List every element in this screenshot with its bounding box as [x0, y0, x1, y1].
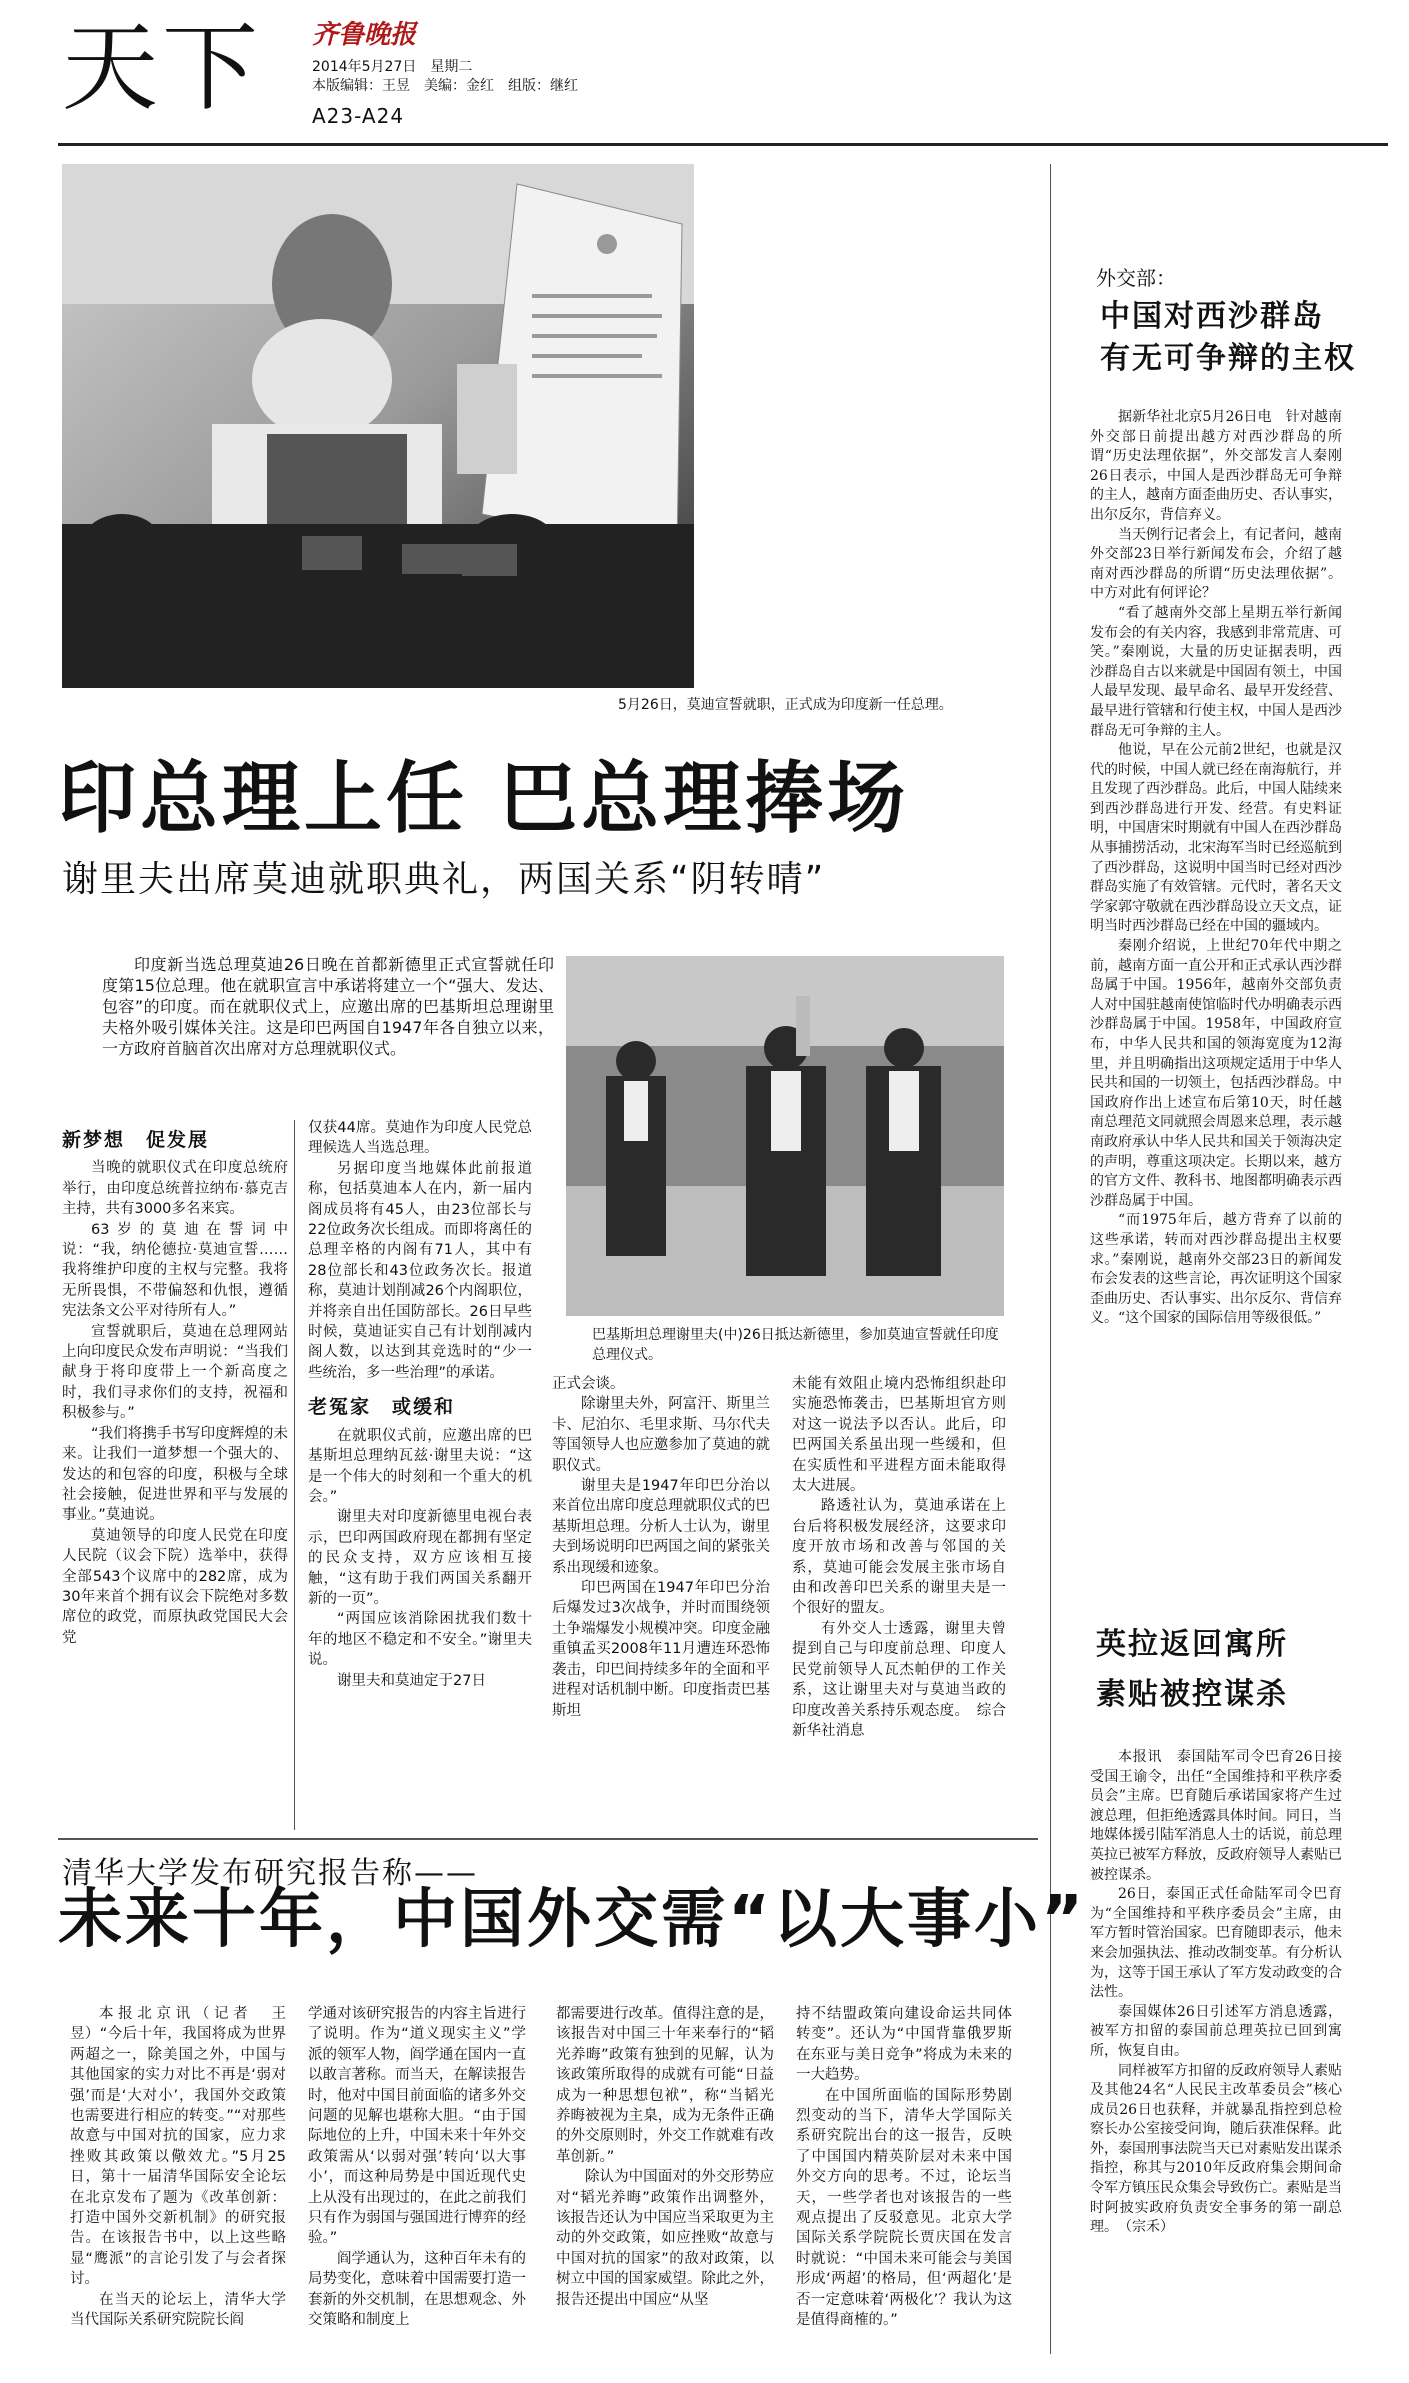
paragraph: 63岁的莫迪在誓词中说：“我，纳伦德拉·莫迪宣誓……我将维护印度的主权与完整。我将无所畏惧，不带偏怒和仇恨，遵循宪法条文公平对待所有人。”	[62, 1221, 288, 1320]
headline-line: 素贴被控谋杀	[1096, 1677, 1288, 1712]
paragraph: 印巴两国在1947年印巴分治后爆发过3次战争，并时而围绕领土争端爆发小规模冲突。印度金融重镇孟买2008年11月遭连环恐怖袭击，印巴间持续多年的全面和平进程对话机制中断。印度指责巴基斯坦	[552, 1580, 770, 1719]
paragraph: 谢里夫是1947年印巴分治以来首位出席印度总理就职仪式的巴基斯坦总理。分析人士认为，谢里夫到场说明印巴两国之间的紧张关系出现缓和迹象。	[552, 1478, 770, 1576]
bottom-story-rule	[58, 1838, 1038, 1840]
paragraph: 当天例行记者会上，有记者问，越南外交部23日举行新闻发布会，介绍了越南对西沙群岛的所谓“历史法理依据”。中方对此有何评论？	[1090, 526, 1342, 602]
subheading-new-dream: 新梦想 促发展	[62, 1129, 210, 1151]
paragraph: 同样被军方扣留的反政府领导人素贴及其他24名“人民民主改革委员会”核心成员26日也获释，并就暴乱指控到总检察长办公室接受问询，随后获准保释。此外，泰国刑事法院当天已对素贴发出谋杀指控，称其与2010年反政府集会期间命令军方镇压民众集会导致伤亡。素贴是当时阿披实政府负责安全事务的第一副总理。 （宗禾）	[1090, 2062, 1342, 2236]
paragraph: “而1975年后，越方背弃了以前的这些承诺，转而对西沙群岛提出主权要求。”秦刚说，越南外交部23日的新闻发布会发表的这些言论，再次证明这个国家歪曲历史、否认事实、出尔反尔、背信弃义。“这个国家的国际信用等级很低。”	[1090, 1212, 1342, 1327]
paragraph: “我们将携手书写印度辉煌的未来。让我们一道梦想一个强大的、发达的和包容的印度，积极与全球社会接触，促进世界和平与发展的事业。”莫迪说。	[62, 1425, 288, 1524]
paragraph: 学通对该研究报告的内容主旨进行了说明。作为“道义现实主义”学派的领军人物，阎学通在国内一直以敢言著称。而当天，在解读报告时，他对中国目前面临的诸多外交问题的见解也堪称大胆。“由于国际地位的上升，中国未来十年外交政策需从‘以弱对强’转向‘以大事小’，而这种局势是中国近现代史上从没有出现过的，在此之前我们只有作为弱国与强国进行博弈的经验。”	[308, 2006, 526, 2247]
paragraph: 另据印度当地媒体此前报道称，包括莫迪本人在内，新一届内阁成员将有45人，由23位部长与22位政务次长组成。而即将离任的总理辛格的内阁有71人，其中有28位部长和43位政务次长。报道称，莫迪计划削减26个内阁职位，并将亲自出任国防部长。26日早些时候，莫迪证实自己有计划削减内阁人数，以达到其竞选时的“少一些统治，多一些治理”的承诺。	[308, 1160, 532, 1381]
modi-photo-graphic	[62, 164, 694, 688]
paragraph: 宣誓就职后，莫迪在总理网站上向印度民众发布声明说：“当我们献身于将印度带上一个新高度之时，我们寻求你们的支持，祝福和积极参与。”	[62, 1323, 288, 1422]
editor-credits: 本版编辑：王昱 美编：金红 组版：继红	[312, 78, 578, 94]
photo2-caption: 巴基斯坦总理谢里夫(中)26日抵达新德里，参加莫迪宣誓就任印度总理仪式。	[592, 1327, 999, 1363]
column-divider	[294, 1120, 295, 1830]
bottom-column-4	[796, 2004, 1012, 2331]
paragraph: 路透社认为，莫迪承诺在上台后将积极发展经济，这要求印度开放市场和改善与邻国的关系，莫迪可能会发展主张市场自由和改善印巴关系的谢里夫是一个很好的盟友。	[792, 1498, 1006, 1617]
main-headline: 印总理上任 巴总理捧场	[58, 754, 910, 844]
main-column-1	[62, 1126, 288, 1648]
section-title: 天下	[62, 12, 262, 124]
paragraph: 仅获44席。莫迪作为印度人民党总理候选人当选总理。	[308, 1120, 532, 1157]
issue-date: 2014年5月27日 星期二	[312, 59, 473, 75]
bottom-kicker: 清华大学发布研究报告称——	[62, 1856, 478, 1891]
paragraph: 除谢里夫外，阿富汗、斯里兰卡、尼泊尔、毛里求斯、马尔代夫等国领导人也应邀参加了莫迪的就职仪式。	[552, 1396, 770, 1474]
modi-photo	[62, 164, 694, 688]
main-subhead: 谢里夫出席莫迪就职典礼，两国关系“阴转晴”	[62, 859, 826, 900]
paragraph: 在就职仪式前，应邀出席的巴基斯坦总理纳瓦兹·谢里夫说：“这是一个伟大的时刻和一个重大的机会。”	[308, 1427, 532, 1505]
masthead-rule	[58, 143, 1388, 146]
sidebar-divider	[1050, 164, 1051, 2354]
paragraph: 阎学通认为，这种百年未有的局势变化，意味着中国需要打造一套新的外交机制，在思想观念、外交策略和制度上	[308, 2250, 526, 2329]
headline-line: 有无可争辩的主权	[1100, 341, 1356, 376]
sidebar2-headline	[1096, 1620, 1288, 1720]
subheading-old-rivals: 老冤家 或缓和	[308, 1396, 456, 1419]
paragraph: 谢里夫对印度新德里电视台表示，巴印两国政府现在都拥有坚定的民众支持，双方应该相互接触，“这有助于我们两国关系翻开新的一页”。	[308, 1509, 532, 1607]
sharif-photo-graphic	[566, 956, 1004, 1316]
sidebar1-headline	[1100, 296, 1356, 380]
main-column-4	[792, 1374, 1006, 1741]
bottom-headline: 未来十年，中国外交需“以大事小”	[58, 1883, 1087, 1957]
paragraph: 据新华社北京5月26日电 针对越南外交部日前提出越方对西沙群岛的所谓“历史法理依据”，外交部发言人秦刚26日表示，中国人是西沙群岛无可争辩的主人，越南方面歪曲历史、否认事实，出尔反尔，背信弃义。	[1090, 409, 1342, 523]
paragraph: 都需要进行改革。值得注意的是，该报告对中国三十年来奉行的“韬光养晦”政策有独到的见解，认为该政策所取得的成就有可能“日益成为一种思想包袱”，称“当韬光养晦被视为主臬，成为无条件正确的外交原则时，外交工作就难有改革创新。”	[556, 2006, 774, 2165]
sharif-photo	[566, 956, 1004, 1316]
main-column-2	[308, 1118, 532, 1691]
main-column-3	[552, 1374, 770, 1721]
paragraph: 谢里夫和莫迪定于27日	[337, 1672, 486, 1689]
photo1-caption: 5月26日，莫迪宣誓就职，正式成为印度新一任总理。	[618, 697, 953, 713]
paragraph: 除认为中国面对的外交形势应对“韬光养晦”政策作出调整外，该报告还认为中国应当采取更为主动的外交政策，如应挫败“故意与中国对抗的国家”的敌对政策，以树立中国的国家威望。除此之外，报告还提出中国应“从坚	[556, 2169, 774, 2308]
paragraph: 他说，早在公元前2世纪，也就是汉代的时候，中国人就已经在南海航行，并且发现了西沙群岛。此后，中国人陆续来到西沙群岛进行开发、经营。有史料证明，中国唐宋时期就有中国人在西沙群岛从事捕捞活动，北宋海军当时已经巡航到了西沙群岛，这说明中国当时已经对西沙群岛实施了有效管辖。元代时，著名天文学家郭守敬就在西沙群岛设立天文点，证明当时西沙群岛已经在中国的疆域内。	[1090, 742, 1342, 935]
bottom-column-1	[70, 2004, 286, 2331]
paragraph: 持不结盟政策向建设命运共同体转变”。还认为“中国背靠俄罗斯在东亚与美日竞争”将成为未来的一大趋势。	[796, 2006, 1012, 2084]
paragraph: 本报北京讯（记者 王昱）“今后十年，我国将成为世界两超之一，除美国之外，中国与其他国家的实力对比不再是‘弱对强’而是‘大对小’，我国外交政策也需要进行相应的转变。”“对那些故意与中国对抗的国家，应力求挫败其政策以儆效尤。”5月25日，第十一届清华国际安全论坛在北京发布了题为《改革创新：打造中国外交新机制》的研究报告。在该报告书中，以上这些略显“鹰派”的言论引发了与会者探讨。	[70, 2006, 286, 2288]
sidebar1-body	[1090, 408, 1342, 1329]
paragraph: 在当天的论坛上，清华大学当代国际关系研究院院长阎	[70, 2291, 286, 2329]
bottom-column-2	[308, 2004, 526, 2331]
paragraph: 正式会谈。	[552, 1376, 625, 1392]
headline-line: 英拉返回寓所	[1096, 1627, 1288, 1662]
sidebar1-kicker: 外交部：	[1096, 266, 1176, 290]
paragraph: 莫迪领导的印度人民党在印度人民院（议会下院）选举中，获得全部543个议席中的282席，成为30年来首个拥有议会下院绝对多数席位的政党，而原执政党国民大会党	[62, 1527, 288, 1646]
paragraph: 26日，泰国正式任命陆军司令巴育为“全国维持和平秩序委员会”主席，由军方暂时管治国家。巴育随即表示，他未来会加强执法、推动改制变革。有分析认为，这等于国王承认了军方发动政变的合法性。	[1090, 1886, 1342, 2001]
paragraph: 在中国所面临的国际形势剧烈变动的当下，清华大学国际关系研究院出台的这一报告，反映了中国国内精英阶层对未来中国外交方向的思考。不过，论坛当天，一些学者也对该报告的一些观点提出了反驳意见。北京大学国际关系学院院长贾庆国在发言时就说：“中国未来可能会与美国形成‘两超’的格局，但‘两超化’是否一定意味着‘两极化’？我认为这是值得商榷的。”	[796, 2087, 1012, 2329]
paragraph: 有外交人士透露，谢里夫曾提到自己与印度前总理、印度人民党前领导人瓦杰帕伊的工作关系，这让谢里夫对与莫迪当政的印度改善关系持乐观态度。 综合新华社消息	[792, 1620, 1006, 1739]
newspaper-logo: 齐鲁晚报	[312, 20, 417, 50]
paragraph: 秦刚介绍说，上世纪70年代中期之前，越南方面一直公开和正式承认西沙群岛属于中国。1956年，越南外交部负责人对中国驻越南使馆临时代办明确表示西沙群岛属于中国。1958年，中国政府宣布，中华人民共和国的领海宽度为12海里，并且明确指出这项规定适用于中华人民共和国的一切领土，包括西沙群岛。中国政府作出上述宣布后第10天，时任越南总理范文同就照会周恩来总理，表示越南政府承认中华人民共和国关于领海决定的声明，尊重这项决定。长期以来，越方的官方文件、教科书、地图都明确表示西沙群岛属于中国。	[1090, 938, 1342, 1209]
sidebar2-body	[1090, 1748, 1342, 2238]
page-numbers: A23-A24	[312, 104, 405, 128]
paragraph: 泰国媒体26日引述军方消息透露，被军方扣留的泰国前总理英拉已回到寓所，恢复自由。	[1090, 2003, 1342, 2059]
paragraph: “两国应该消除困扰我们数十年的地区不稳定和不安全。”谢里夫说。	[308, 1611, 532, 1669]
paragraph: 未能有效阻止境内恐怖组织赴印实施恐怖袭击，巴基斯坦官方则对这一说法予以否认。此后，印巴两国关系虽出现一些缓和，但在实质性和平进程方面未能取得太大进展。	[792, 1376, 1006, 1495]
lead-paragraph: 印度新当选总理莫迪26日晚在首都新德里正式宣誓就任印度第15位总理。他在就职宣言中承诺将建立一个“强大、发达、包容”的印度。而在就职仪式上，应邀出席的巴基斯坦总理谢里夫格外吸引媒体关注。这是印巴两国自1947年各自独立以来，一方政府首脑首次出席对方总理就职仪式。	[102, 955, 554, 1058]
headline-line: 中国对西沙群岛	[1100, 299, 1324, 334]
main-lead	[102, 954, 554, 1059]
paragraph: “看了越南外交部上星期五举行新闻发布会的有关内容，我感到非常荒唐、可笑。”秦刚说，大量的历史证据表明，西沙群岛自古以来就是中国固有领土，中国人最早发现、最早命名、最早开发经营、最早进行管辖和行使主权，中国人是西沙群岛无可争辩的主人。	[1090, 604, 1342, 739]
paragraph: 当晚的就职仪式在印度总统府举行，由印度总统普拉纳布·慕克吉主持，共有3000多名来宾。	[62, 1160, 288, 1218]
paragraph: 本报讯 泰国陆军司令巴育26日接受国王谕令，出任“全国维持和平秩序委员会”主席。巴育随后承诺国家将产生过渡总理，但拒绝透露具体时间。同日，当地媒体援引陆军消息人士的话说，前总理英拉已被军方释放，反政府领导人素贴已被控谋杀。	[1090, 1749, 1342, 1883]
bottom-column-3	[556, 2004, 774, 2310]
